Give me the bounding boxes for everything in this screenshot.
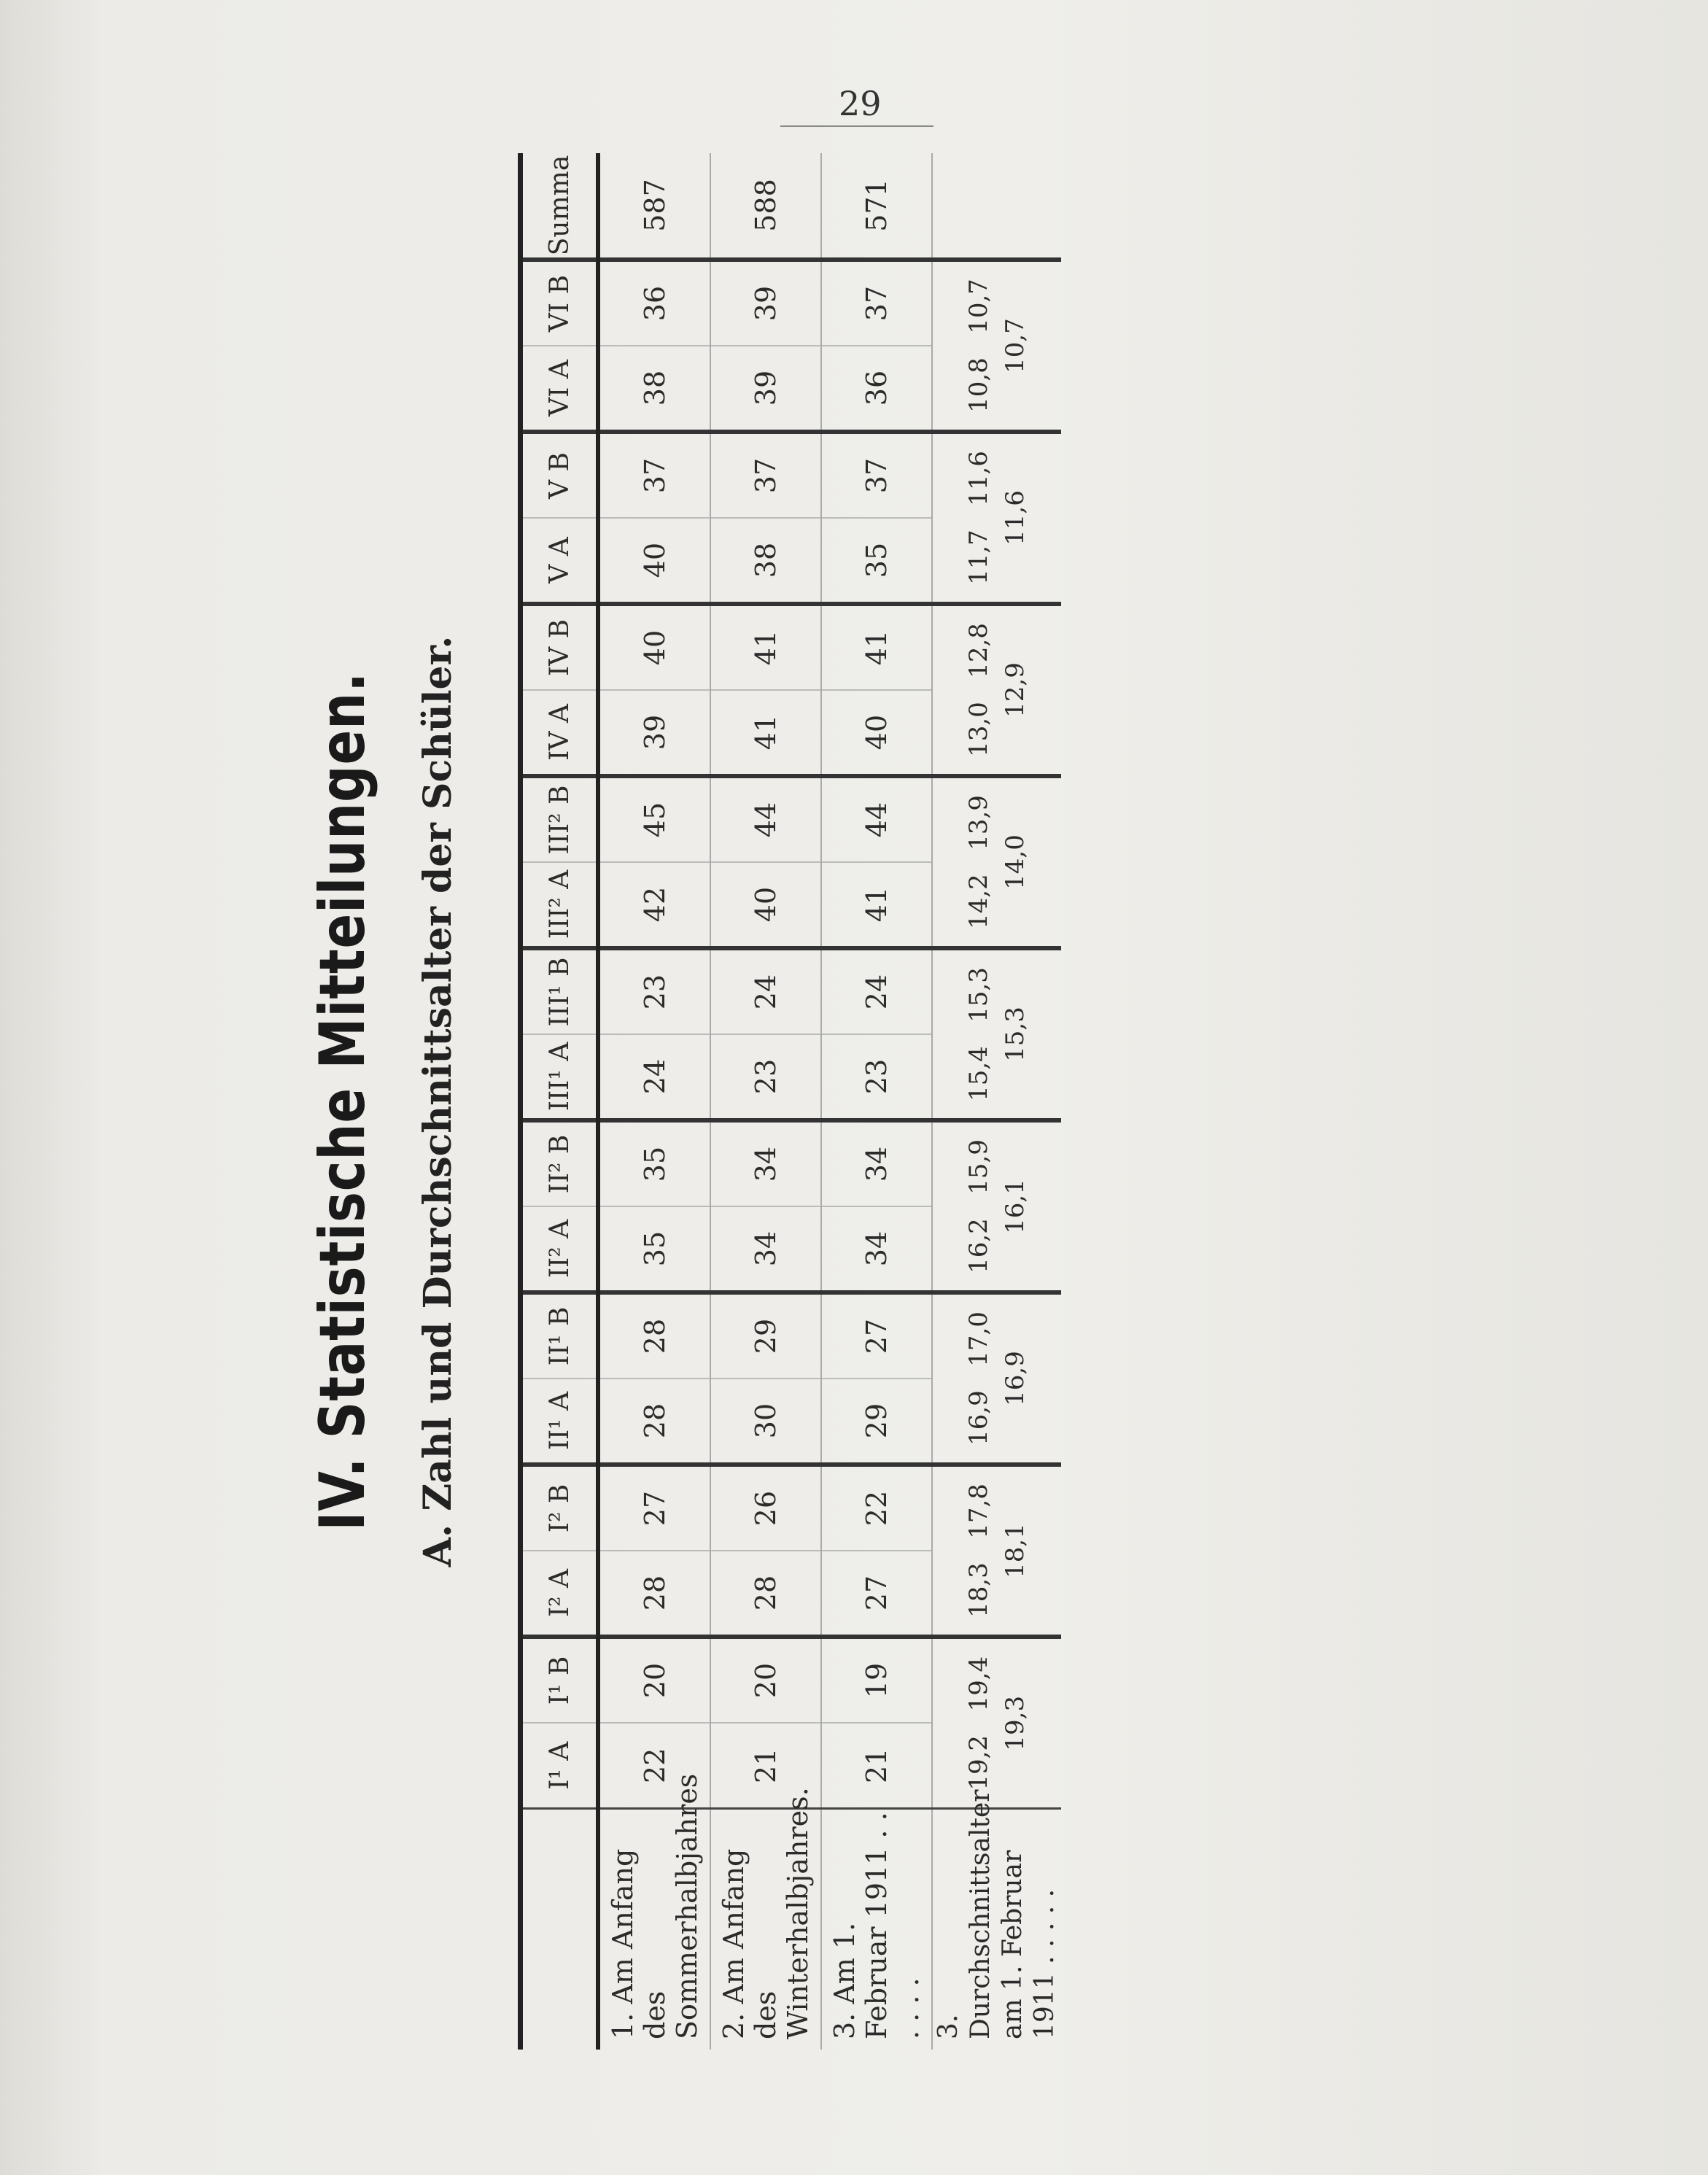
table-cell: 40 [821,690,932,776]
table-cell: 37 [710,432,821,518]
page-number-rule [780,125,933,127]
table-cell: 41 [710,604,821,690]
table-cell: 38 [710,518,821,604]
table-cell: 29 [710,1292,821,1379]
table-cell: 41 [821,862,932,948]
table-cell: 35 [821,518,932,604]
col-header: I¹ A [521,1723,599,1809]
table-cell: 23 [821,1034,932,1120]
table-cell: 45 [598,776,710,862]
col-header: II² B [521,1120,599,1206]
table-cell: 40 [598,518,710,604]
average-value: 17,8 [964,1484,993,1539]
col-header: V B [521,432,599,518]
row-label: 1. Am Anfang des Sommerhalbjahres [598,1809,710,2050]
table-cell-summa: 587 [598,153,710,260]
table-cell: 37 [821,432,932,518]
average-value: 15,3 [964,967,993,1023]
average-pair [932,604,1061,776]
col-header: I² B [521,1465,599,1551]
table-cell: 27 [598,1465,710,1551]
col-header: II¹ A [521,1379,599,1465]
table-cell: 28 [598,1292,710,1379]
average-value: 19,4 [964,1656,993,1712]
col-header: III¹ B [521,948,599,1034]
average-value: 18,3 [964,1562,993,1618]
table-cell: 44 [710,776,821,862]
table-cell: 23 [710,1034,821,1120]
average-value: 10,8 [964,357,993,413]
table-cell: 20 [710,1637,821,1723]
table-cell: 23 [598,948,710,1034]
table-cell: 40 [598,604,710,690]
table-cell-summa: 588 [710,153,821,260]
table-cell: 30 [710,1379,821,1465]
table-cell: 22 [821,1465,932,1551]
table-cell: 41 [710,690,821,776]
table-cell: 36 [598,260,710,346]
header-blank [521,1809,599,2050]
table-cell: 34 [821,1120,932,1206]
table-cell: 19 [821,1637,932,1723]
average-value: 19,2 [964,1734,993,1791]
table-cell: 37 [821,260,932,346]
table-cell: 21 [821,1723,932,1809]
table-cell: 22 [598,1723,710,1809]
col-header-summa: Summa [521,153,599,260]
average-value: 15,9 [964,1139,993,1195]
average-value: 12,8 [964,623,993,678]
average-mean: 10,7 [1001,318,1030,373]
col-header: VI B [521,260,599,346]
average-mean: 11,6 [1001,490,1030,546]
average-value: 14,2 [964,874,993,929]
average-pair [932,432,1061,604]
page-number: 29 [839,84,882,123]
subtitle: A. Zahl und Durchschnittsalter der Schüler. [416,635,460,1567]
col-header: II¹ B [521,1292,599,1379]
table-row [710,153,821,2050]
header-row [521,153,599,2050]
average-value: 16,9 [964,1390,993,1446]
table-cell: 39 [598,690,710,776]
table-cell: 34 [710,1120,821,1206]
average-value: 17,0 [964,1311,993,1367]
table-cell: 27 [821,1551,932,1637]
average-value: 13,9 [964,795,993,850]
table-cell-summa: 571 [821,153,932,260]
table-row [598,153,710,2050]
average-mean: 16,9 [1001,1351,1030,1406]
table-cell: 36 [821,346,932,432]
table-cell: 24 [598,1034,710,1120]
col-header: VI A [521,346,599,432]
rotated-content [306,153,1532,2050]
average-value: 11,7 [964,530,993,585]
average-pair [932,1120,1061,1292]
row-label: 2. Am Anfang des Winterhalbjahres. [710,1809,821,2050]
table-cell: 44 [821,776,932,862]
table-cell: 40 [710,862,821,948]
table-cell: 27 [821,1292,932,1379]
average-value: 16,2 [964,1218,993,1273]
table-cell: 28 [710,1551,821,1637]
table-cell: 21 [710,1723,821,1809]
average-pair [932,776,1061,948]
table-cell: 38 [598,346,710,432]
col-header: I² A [521,1551,599,1637]
table-row [821,153,932,2050]
table-cell: 35 [598,1206,710,1292]
average-mean: 18,1 [1001,1523,1030,1578]
average-pair [932,1465,1061,1637]
table-cell: 34 [710,1206,821,1292]
average-mean: 19,3 [1001,1695,1030,1751]
table-cell: 28 [598,1551,710,1637]
average-pair [932,1292,1061,1465]
table-cell: 26 [710,1465,821,1551]
table-cell: 37 [598,432,710,518]
table-cell: 41 [821,604,932,690]
average-value: 10,7 [964,279,993,334]
average-mean: 16,1 [1001,1179,1030,1234]
row-label: 3. Durchschnittsalter am 1. Februar 1911 . . . . . [932,1809,1061,2050]
table-cell: 20 [598,1637,710,1723]
average-pair [932,260,1061,432]
table-cell: 39 [710,346,821,432]
average-age-row [932,153,1061,2050]
average-value: 11,6 [964,451,993,506]
row-label: 3. Am 1. Februar 1911 . . . . . . [821,1809,932,2050]
table-cell: 24 [710,948,821,1034]
col-header: IV B [521,604,599,690]
average-mean: 14,0 [1001,834,1030,890]
col-header: V A [521,518,599,604]
table-cell: 39 [710,260,821,346]
col-header: III² B [521,776,599,862]
main-title: IV. Statistische Mitteilungen. [306,672,379,1531]
col-header: III¹ A [521,1034,599,1120]
statistics-table [518,153,1061,2050]
table-cell: 35 [598,1120,710,1206]
col-header: IV A [521,690,599,776]
table-cell: 29 [821,1379,932,1465]
average-summa-blank [932,153,1061,260]
table-cell: 28 [598,1379,710,1465]
average-mean: 15,3 [1001,1007,1030,1062]
col-header: I¹ B [521,1637,599,1723]
table-cell: 24 [821,948,932,1034]
average-value: 15,4 [964,1046,993,1101]
table-cell: 42 [598,862,710,948]
average-value: 13,0 [964,702,993,757]
average-mean: 12,9 [1001,662,1030,718]
average-pair [932,948,1061,1120]
average-pair [932,1637,1061,1809]
col-header: II² A [521,1206,599,1292]
col-header: III² A [521,862,599,948]
table-cell: 34 [821,1206,932,1292]
